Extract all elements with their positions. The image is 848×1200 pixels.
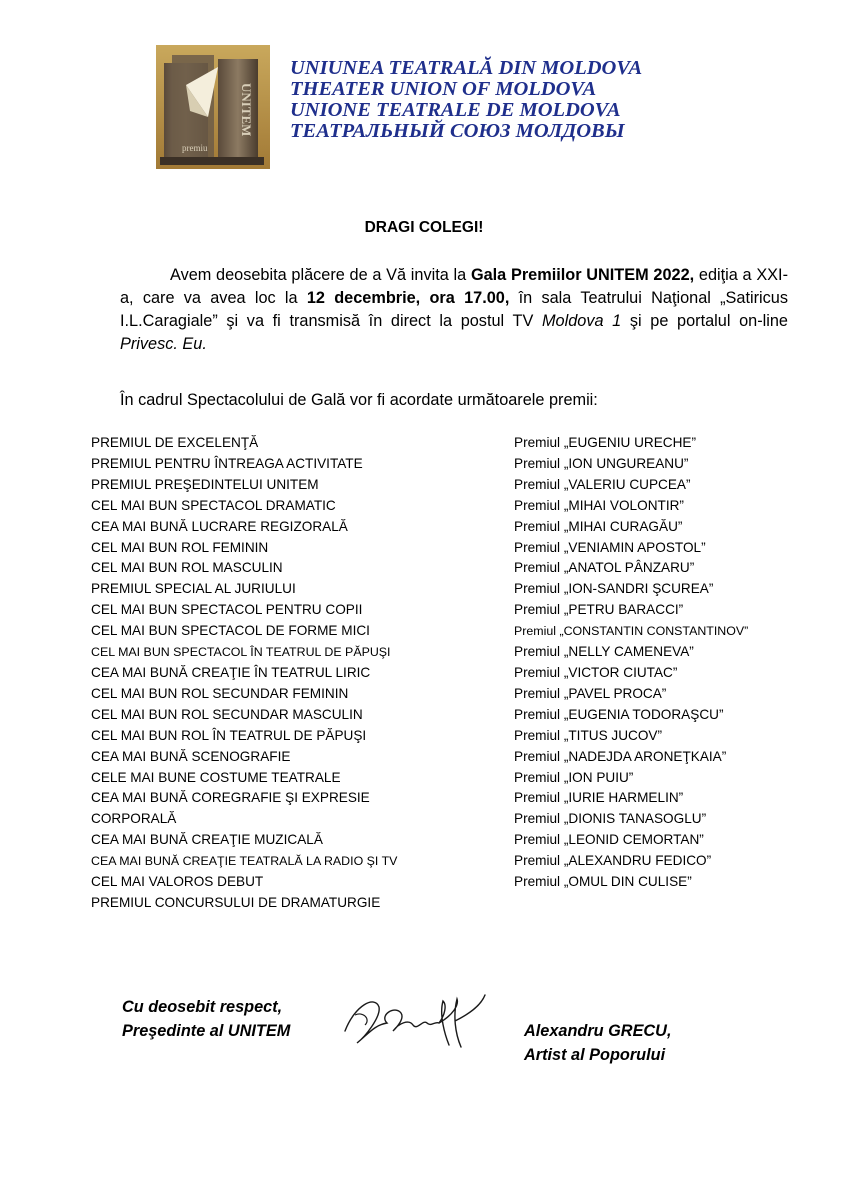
named-award: Premiul „NELLY CAMENEVA” [514,644,694,660]
named-award: Premiul „TITUS JUCOV” [514,727,663,743]
named-award: Premiul „EUGENIU URECHE” [514,435,697,450]
named-award: Premiul „MIHAI VOLONTIR” [514,497,684,513]
award-category: PREMIUL CONCURSULUI DE DRAMATURGIE [91,894,381,910]
greeting-heading: DRAGI COLEGI! [364,219,484,236]
org-name-ro: UNIUNEA TEATRALĂ DIN MOLDOVA [290,57,643,79]
named-award: Premiul „ANATOL PÂNZARU” [514,560,695,576]
named-award: Premiul „NADEJDA ARONEŢKAIA” [514,748,727,764]
tv-channel: Moldova 1 [541,312,622,330]
award-category: CEL MAI VALOROS DEBUT [91,874,264,890]
awards-intro: În cadrul Spectacolului de Gală vor fi acordate următoarele premii: [120,391,598,409]
award-category: CEA MAI BUNĂ LUCRARE REGIZORALĂ [91,518,348,534]
award-category: CEA MAI BUNĂ CREAŢIE TEATRALĂ LA RADIO ŞI TV [91,854,398,869]
award-category: PREMIUL PREŞEDINTELUI UNITEM [91,476,319,492]
award-category: CEL MAI BUN SPECTACOL PENTRU COPII [91,602,363,618]
named-award: Premiul „ION PUIU” [514,769,634,785]
award-category: PREMIUL SPECIAL AL JURIULUI [91,581,296,597]
named-award: Premiul „PETRU BARACCI” [514,602,684,618]
award-category: CEL MAI BUN ROL MASCULIN [91,560,283,576]
award-category: CEL MAI BUN SPECTACOL ÎN TEATRUL DE PĂPUŞI [91,645,391,660]
closing-regards: Cu deosebit respect, [122,998,283,1016]
award-category: CEL MAI BUN SPECTACOL DE FORME MICI [91,623,370,639]
org-name-ru: ТЕАТРАЛЬНЫЙ СОЮЗ МОЛДОВЫ [290,120,625,142]
signer-position: Preşedinte al UNITEM [122,1022,291,1040]
event-datetime: 12 decembrie, ora 17.00, [306,289,510,307]
named-award: Premiul „CONSTANTIN CONSTANTINOV” [514,624,749,639]
org-name-it: UNIONE TEATRALE DE MOLDOVA [290,99,621,121]
signer-block [524,1019,671,1067]
org-name-en: THEATER UNION OF MOLDOVA [290,78,597,100]
award-category: CEA MAI BUNĂ CREAŢIE ÎN TEATRUL LIRIC [91,664,371,680]
organization-names [290,58,642,142]
unitem-logo [156,45,270,169]
named-award: Premiul „ALEXANDRU FEDICO” [514,853,712,869]
named-award: Premiul „EUGENIA TODORAŞCU” [514,706,724,722]
intro-text-2: ediţia a XXI-a, care va avea loc la [120,266,788,307]
award-category: CEL MAI BUN ROL ÎN TEATRUL DE PĂPUŞI [91,727,367,743]
intro-text-3: în sala Teatrului Naţional „Satiricus I.L.Caragiale” şi va fi transmisă în direct la postul TV [120,289,788,330]
named-award: Premiul „MIHAI CURAGĂU” [514,518,683,534]
named-award: Premiul „OMUL DIN CULISE” [514,874,692,890]
logo-side-text: UNITEM [239,83,254,137]
award-categories-list [91,433,471,914]
named-award: Premiul „PAVEL PROCA” [514,685,667,701]
named-award: Premiul „DIONIS TANASOGLU” [514,811,707,827]
signer-title: Artist al Poporului [524,1046,666,1064]
invitation-paragraph [120,264,788,356]
named-award: Premiul „VICTOR CIUTAC” [514,664,678,680]
named-award: Premiul „IURIE HARMELIN” [514,790,684,806]
named-awards-list [514,433,814,893]
award-category: CORPORALĂ [91,811,177,827]
award-category: CEL MAI BUN SPECTACOL DRAMATIC [91,497,336,513]
named-award: Premiul „ION UNGUREANU” [514,455,689,471]
award-category: CEL MAI BUN ROL SECUNDAR MASCULIN [91,706,363,722]
event-name: Gala Premiilor UNITEM 2022, [470,266,695,284]
online-portal: Privesc. Eu. [120,335,207,353]
award-category: CELE MAI BUNE COSTUME TEATRALE [91,769,341,785]
closing-salutation [122,995,290,1043]
logo-text: premiu [182,143,208,153]
signer-name: Alexandru GRECU, [524,1022,672,1040]
award-category: CEA MAI BUNĂ CREAŢIE MUZICALĂ [91,832,323,848]
named-award: Premiul „VALERIU CUPCEA” [514,476,691,492]
intro-text-4: şi pe portalul on-line [621,312,788,330]
award-category: CEL MAI BUN ROL FEMININ [91,539,269,555]
handwritten-signature [335,985,515,1055]
intro-text-1: Avem deosebita plăcere de a Vă invita la [170,266,471,284]
award-category: CEA MAI BUNĂ SCENOGRAFIE [91,748,291,764]
named-award: Premiul „VENIAMIN APOSTOL” [514,539,706,555]
award-category: PREMIUL PENTRU ÎNTREAGA ACTIVITATE [91,455,363,471]
named-award: Premiul „ION-SANDRI ŞCUREA” [514,581,714,597]
award-category: CEA MAI BUNĂ COREGRAFIE ŞI EXPRESIE [91,790,370,806]
award-category: PREMIUL DE EXCELENŢĂ [91,435,259,450]
named-award: Premiul „LEONID CEMORTAN” [514,832,704,848]
award-category: CEL MAI BUN ROL SECUNDAR FEMININ [91,685,349,701]
